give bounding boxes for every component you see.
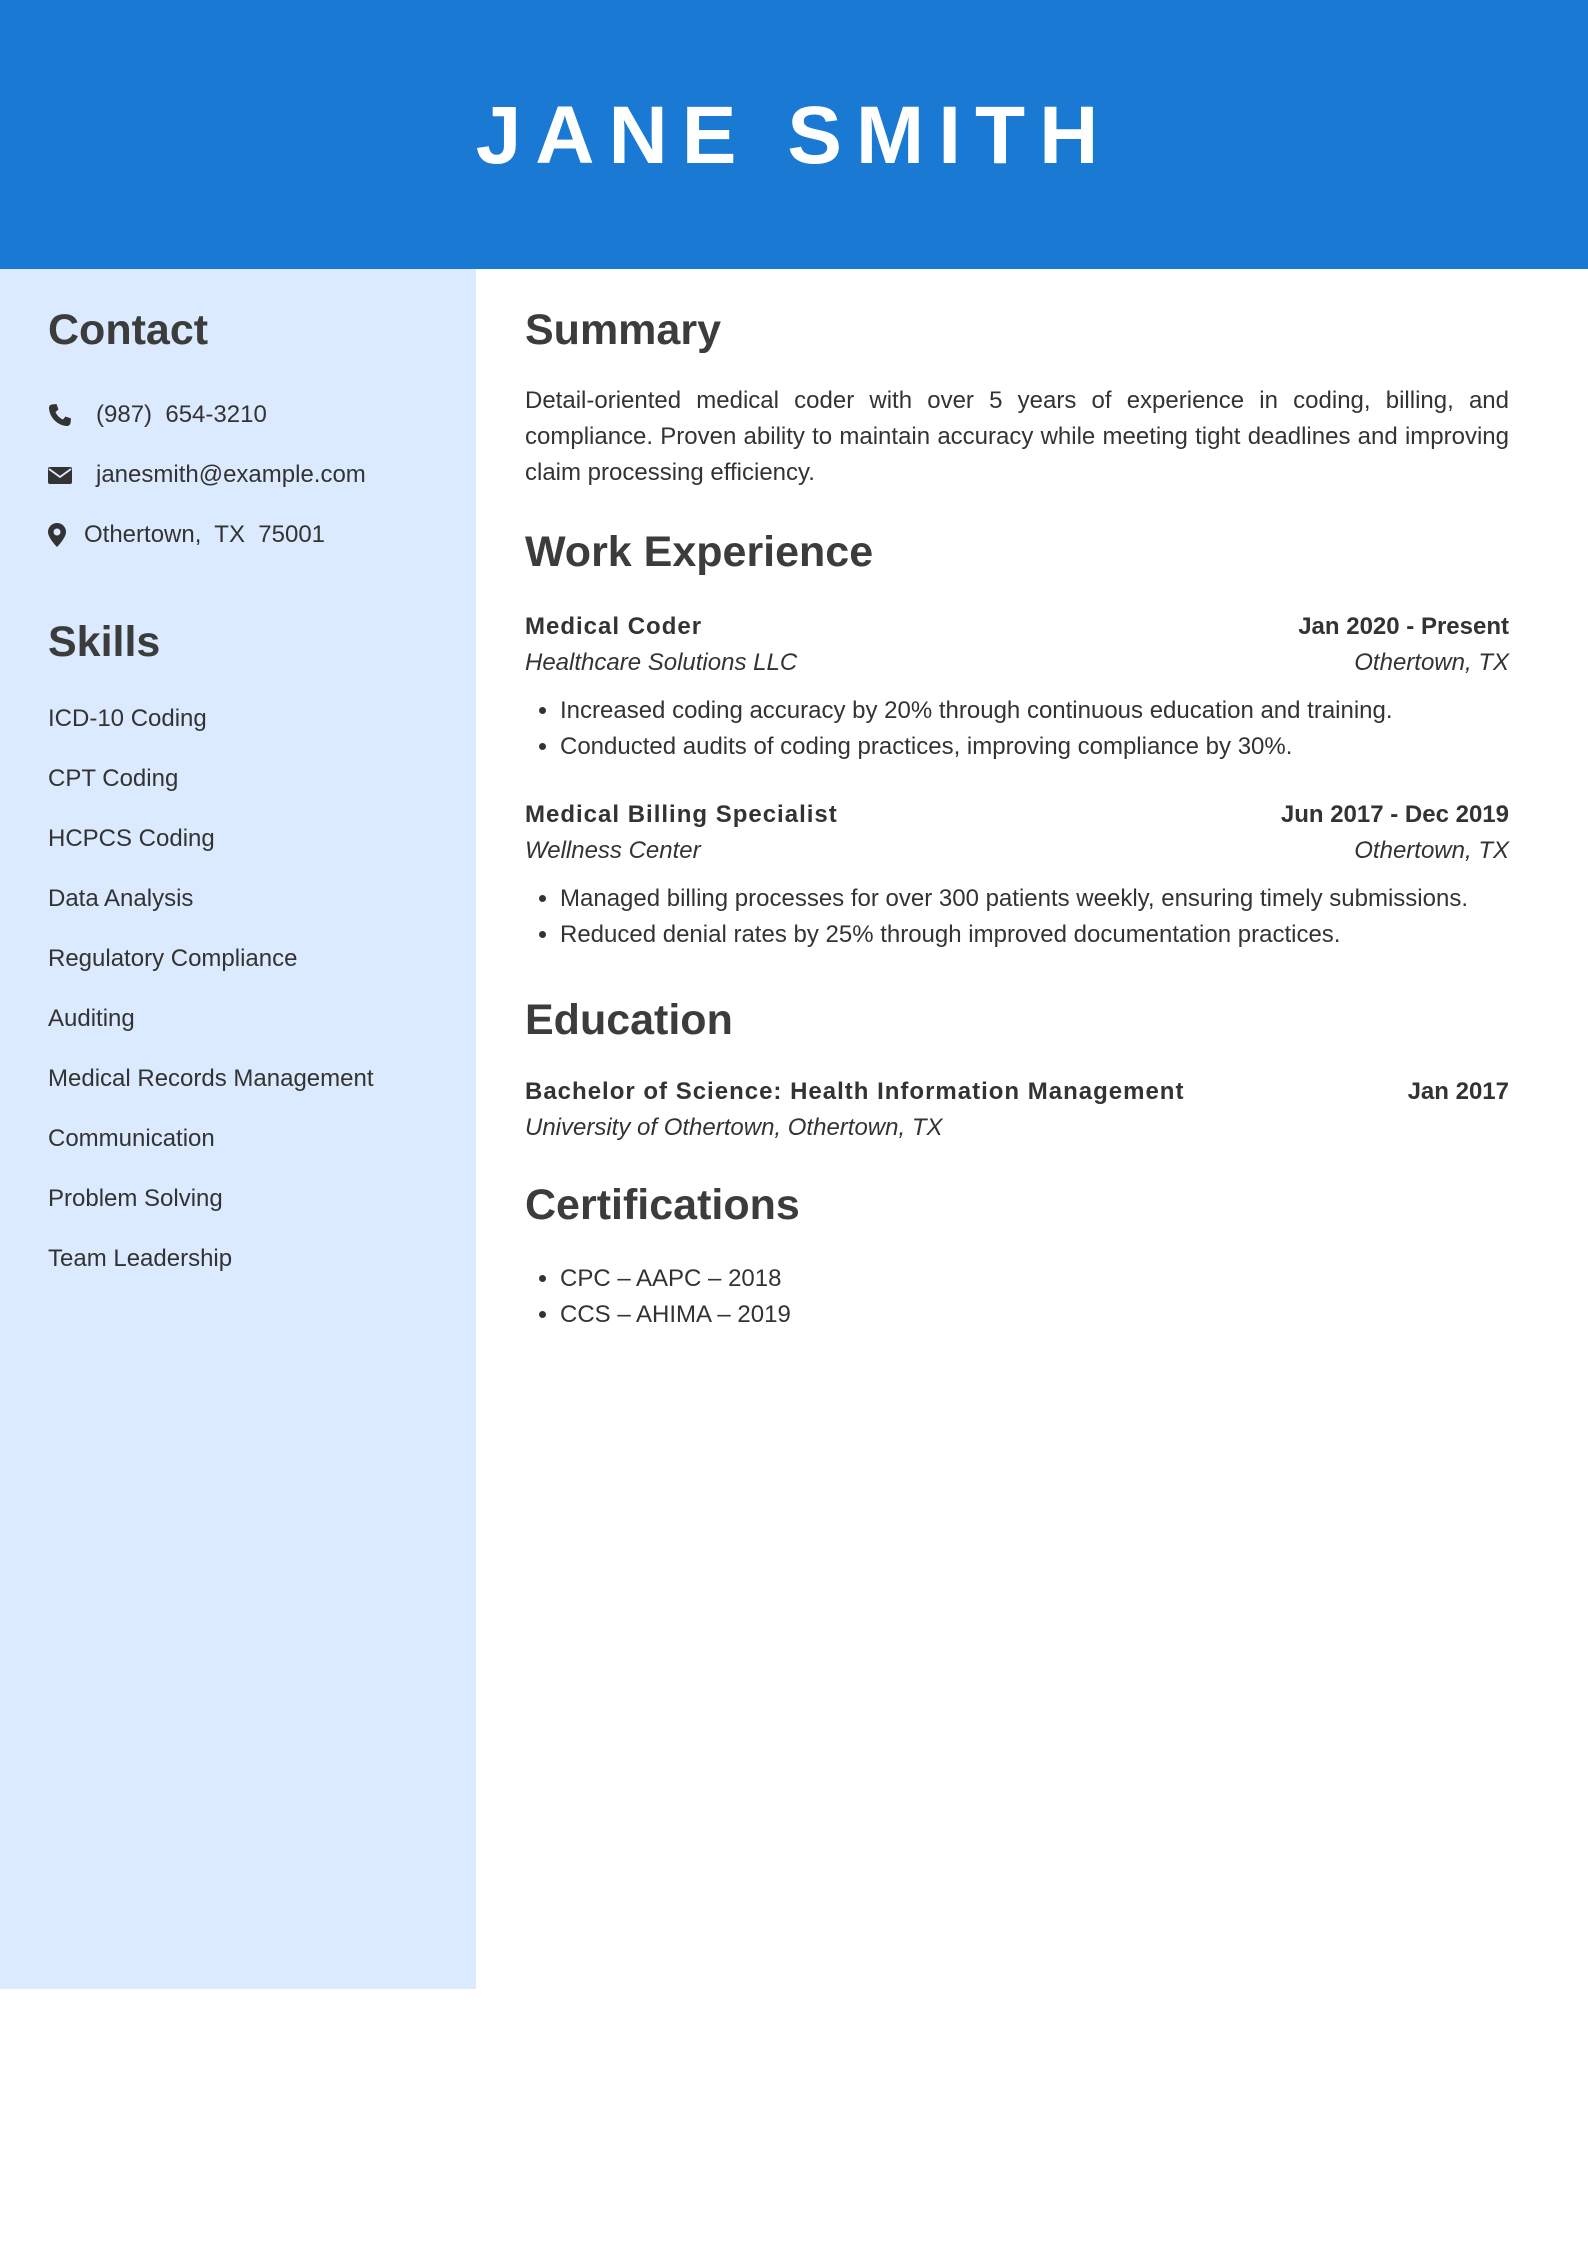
skill-item: Team Leadership [48, 1245, 233, 1272]
skill-item: HCPCS Coding [48, 825, 215, 852]
certifications-heading: Certifications [525, 1181, 800, 1229]
job-subheader [525, 648, 1509, 678]
candidate-name: JANE SMITH [475, 90, 1113, 181]
contact-email [48, 455, 366, 495]
skill-item: ICD-10 Coding [48, 705, 207, 732]
skill-item: Medical Records Management [48, 1065, 374, 1092]
envelope-icon [48, 463, 72, 487]
job-bullet: • Conducted audits of coding practices, improving compliance by 30%. [560, 729, 1393, 765]
contact-heading: Contact [48, 306, 209, 354]
job-bullet: • Managed billing processes for over 300 patients weekly, ensuring timely submissions. [560, 881, 1468, 917]
job-title: Medical Coder [525, 613, 703, 640]
job-dates: Jun 2017 - Dec 2019 [1280, 801, 1509, 828]
summary-heading: Summary [525, 306, 721, 354]
job-header [525, 800, 1509, 830]
skill-item: Data Analysis [48, 885, 194, 912]
education-header [525, 1077, 1509, 1107]
contact-location [48, 515, 325, 555]
sidebar [0, 269, 476, 1989]
header-banner [0, 0, 1588, 269]
phone-text: (987) 654-3210 [96, 401, 267, 428]
summary-text: Detail-oriented medical coder with over 5 years of experience in coding, billing, and compliance. Proven ability to maintain accuracy while meeting tight deadlines and improving claim processing efficiency. [525, 387, 1509, 486]
education-heading: Education [525, 996, 733, 1044]
certifications-list [525, 1261, 791, 1333]
email-text: janesmith@example.com [96, 461, 366, 488]
job-title: Medical Billing Specialist [525, 801, 838, 828]
graduation-date: Jan 2017 [1407, 1078, 1509, 1105]
contact-phone [48, 395, 267, 435]
skill-item: Problem Solving [48, 1185, 223, 1212]
job-dates: Jan 2020 - Present [1298, 613, 1509, 640]
job-location: Othertown, TX [1354, 649, 1509, 676]
job-bullets [525, 693, 1393, 765]
job-bullet: • Increased coding accuracy by 20% through continuous education and training. [560, 693, 1393, 729]
certification-item: • CCS – AHIMA – 2019 [560, 1297, 791, 1333]
skill-item: CPT Coding [48, 765, 179, 792]
job-bullets [525, 881, 1468, 953]
map-pin-icon [48, 523, 66, 547]
certification-item: • CPC – AAPC – 2018 [560, 1261, 791, 1297]
job-header [525, 612, 1509, 642]
skill-item: Auditing [48, 1005, 135, 1032]
location-text: Othertown, TX 75001 [84, 521, 326, 548]
job-location: Othertown, TX [1354, 837, 1509, 864]
skill-item: Communication [48, 1125, 215, 1152]
work-experience-heading: Work Experience [525, 528, 874, 576]
job-bullet: • Reduced denial rates by 25% through improved documentation practices. [560, 917, 1468, 953]
job-company: Healthcare Solutions LLC [525, 649, 798, 676]
skills-heading: Skills [48, 618, 161, 666]
education-school-row [525, 1113, 1509, 1143]
school: University of Othertown, Othertown, TX [525, 1114, 943, 1141]
job-company: Wellness Center [525, 837, 701, 864]
degree: Bachelor of Science: Health Information Management [525, 1078, 1185, 1105]
job-subheader [525, 836, 1509, 866]
phone-icon [48, 403, 72, 427]
skill-item: Regulatory Compliance [48, 945, 298, 972]
